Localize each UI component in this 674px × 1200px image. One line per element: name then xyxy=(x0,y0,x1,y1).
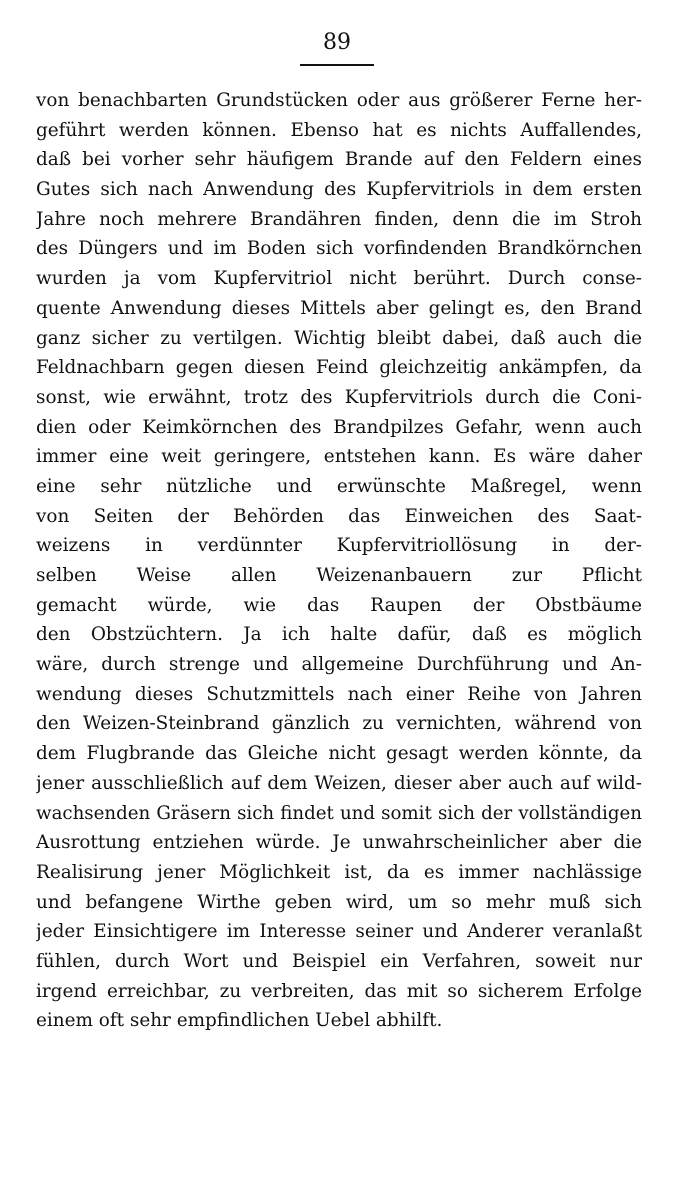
header-rule xyxy=(300,64,374,66)
text-line: wäre, durch strenge und allgemeine Durchführung und An- xyxy=(36,654,642,676)
page-number: 89 xyxy=(323,30,351,55)
text-line: Gutes sich nach Anwendung des Kupfervitriols in dem ersten xyxy=(36,179,642,201)
text-line: wachsenden Gräsern sich findet und somit sich der vollständigen xyxy=(36,802,642,824)
text-line: immer eine weit geringere, entstehen kann. Es wäre daher xyxy=(36,446,642,468)
text-line: irgend erreichbar, zu verbreiten, das mit so sicherem Erfolge xyxy=(36,980,642,1002)
text-line: jener ausschließlich auf dem Weizen, dieser aber auch auf wild- xyxy=(36,772,642,794)
text-line: quente Anwendung dieses Mittels aber gelingt es, den Brand xyxy=(36,297,642,319)
text-line: des Düngers und im Boden sich vorfindenden Brandkörnchen xyxy=(36,238,642,260)
text-line: wendung dieses Schutzmittels nach einer Reihe von Jahren xyxy=(36,683,642,705)
text-line: jeder Einsichtigere im Interesse seiner und Anderer veranlaßt xyxy=(36,921,642,943)
text-line: wurden ja vom Kupfervitriol nicht berührt. Durch conse- xyxy=(36,268,642,290)
text-line: gemacht würde, wie das Raupen der Obstbäume xyxy=(36,594,642,616)
text-line: Realisirung jener Möglichkeit ist, da es immer nachlässige xyxy=(36,861,642,883)
text-line: Jahre noch mehrere Brandähren finden, denn die im Stroh xyxy=(36,208,642,230)
text-line: von Seiten der Behörden das Einweichen des Saat- xyxy=(36,505,642,527)
text-line: und befangene Wirthe geben wird, um so mehr muß sich xyxy=(36,891,642,913)
text-line: dem Flugbrande das Gleiche nicht gesagt werden könnte, da xyxy=(36,743,642,765)
text-line: eine sehr nützliche und erwünschte Maßregel, wenn xyxy=(36,475,642,497)
text-line: sonst, wie erwähnt, trotz des Kupfervitriols durch die Coni- xyxy=(36,386,642,408)
text-line: fühlen, durch Wort und Beispiel ein Verfahren, soweit nur xyxy=(36,950,642,972)
text-line: Ausrottung entziehen würde. Je unwahrscheinlicher aber die xyxy=(36,832,642,854)
text-line: daß bei vorher sehr häufigem Brande auf den Feldern eines xyxy=(36,149,642,171)
text-line: den Obstzüchtern. Ja ich halte dafür, daß es möglich xyxy=(36,624,642,646)
text-line: den Weizen-Steinbrand gänzlich zu vernichten, während von xyxy=(36,713,642,735)
text-line: selben Weise allen Weizenanbauern zur Pflicht xyxy=(36,565,642,586)
text-line: weizens in verdünnter Kupfervitriollösung in der- xyxy=(36,535,642,557)
text-line: von benachbarten Grundstücken oder aus größerer Ferne her- xyxy=(36,90,642,111)
text-line: Feldnachbarn gegen diesen Feind gleichzeitig ankämpfen, da xyxy=(36,357,642,379)
text-line: geführt werden können. Ebenso hat es nichts Auffallendes, xyxy=(36,119,642,141)
text-line: ganz sicher zu vertilgen. Wichtig bleibt dabei, daß auch die xyxy=(36,327,642,349)
text-line: dien oder Keimkörnchen des Brandpilzes Gefahr, wenn auch xyxy=(36,416,642,438)
body-text xyxy=(36,86,642,1036)
text-line: einem oft sehr empfindlichen Uebel abhilft. xyxy=(36,1010,443,1032)
